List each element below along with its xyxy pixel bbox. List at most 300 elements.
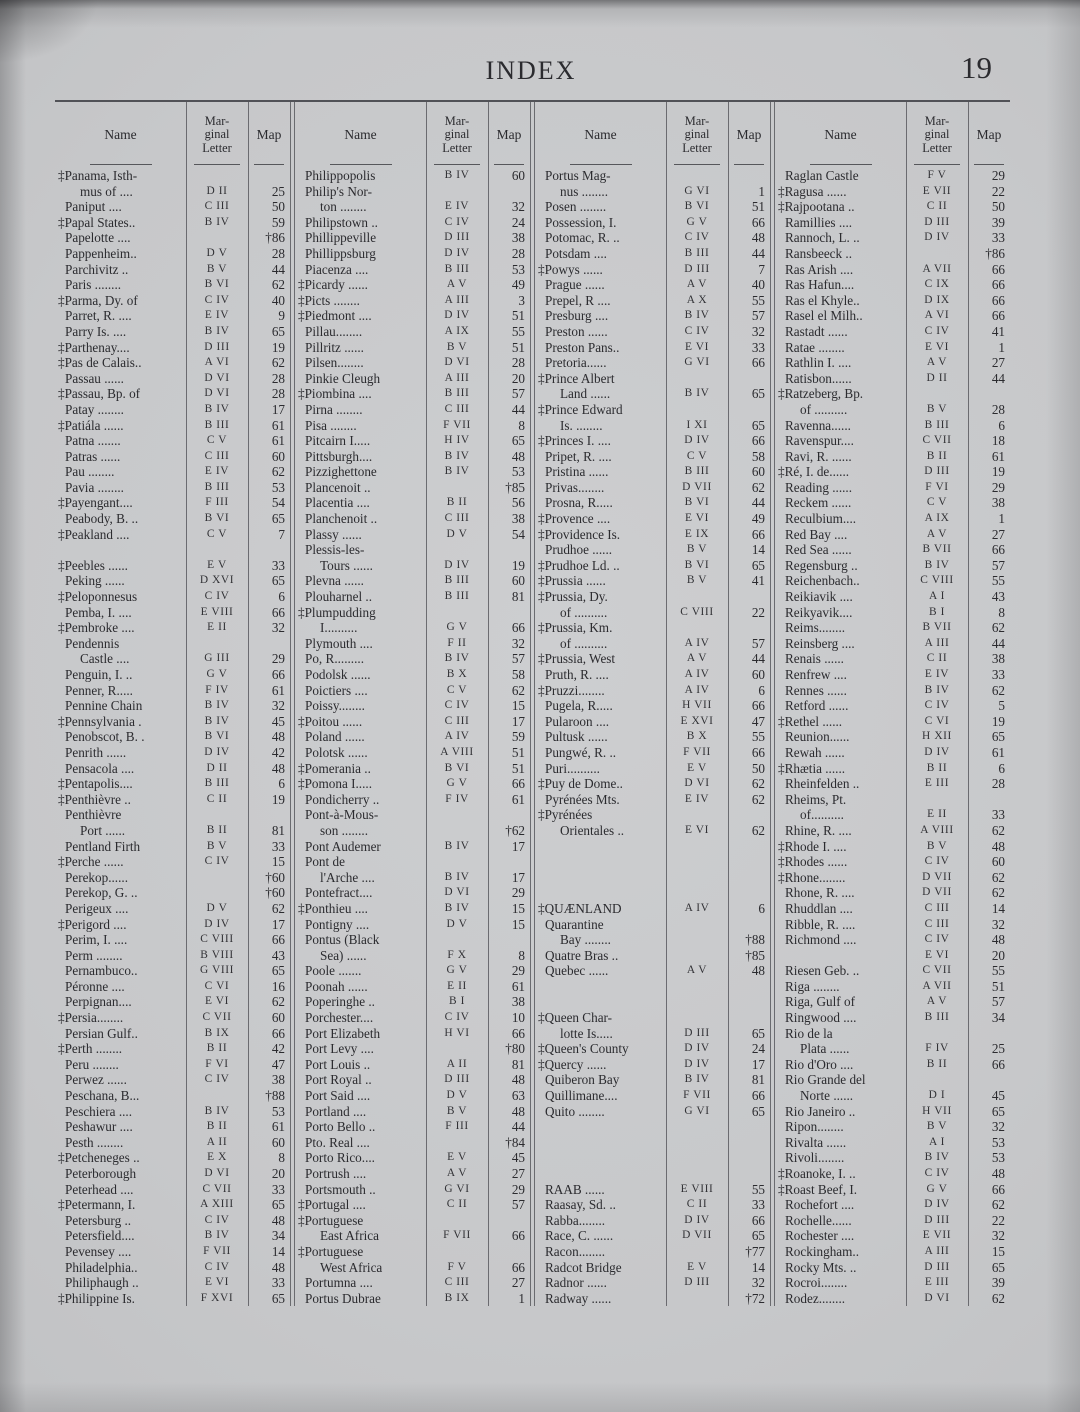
index-entry-row [775, 620, 1010, 636]
entry-map-number: 60 [511, 573, 525, 589]
entry-name: nus ........ [560, 183, 608, 199]
entry-name: Parchivitz .. [65, 261, 129, 277]
entry-name: Red Bay .... [785, 526, 848, 542]
entry-marginal-letter: F VII [683, 745, 711, 758]
index-entry-row [775, 386, 1010, 402]
entry-name: Renfrew .... [785, 667, 847, 682]
index-entry-row [55, 215, 290, 231]
index-entry-row [55, 667, 290, 683]
index-entry-row [295, 418, 530, 434]
entry-marginal-letter: B III [204, 480, 230, 493]
index-entry-row [775, 418, 1010, 434]
entry-marginal-letter: B V [446, 1104, 468, 1117]
entry-name: Rastadt ...... [785, 323, 848, 339]
index-entry-row [775, 823, 1010, 839]
entry-marginal-letter: D VII [682, 480, 712, 493]
entry-map-number: 48 [271, 1212, 285, 1228]
entry-map-number: 81 [511, 1056, 525, 1072]
entry-name: of .......... [560, 635, 608, 651]
entry-marginal-letter: D IV [684, 1042, 710, 1055]
entry-marginal-letter: C V [446, 683, 468, 696]
entry-name: Ringwood .... [785, 1010, 857, 1026]
entry-name: Peshawur .... [65, 1119, 133, 1135]
index-entry-row [295, 1041, 530, 1057]
entry-map-number: 27 [511, 1166, 525, 1181]
index-entry-row [55, 230, 290, 246]
entry-name: Quito ........ [545, 1103, 605, 1119]
entry-marginal-letter: E VI [684, 823, 710, 836]
entry-marginal-letter: A X [686, 293, 708, 306]
index-entry-row [295, 745, 530, 761]
entry-map-number: 1 [518, 1290, 525, 1306]
entry-map-number: 60 [271, 1134, 285, 1150]
column-header-name: Name [295, 102, 426, 168]
entry-name: Pemba, I. .... [65, 604, 132, 620]
entry-map-number: 32 [511, 635, 525, 651]
entry-map-number [248, 636, 290, 652]
entry-map-number: 62 [991, 822, 1005, 838]
entry-marginal-letter [906, 386, 968, 402]
entry-map-number: 6 [758, 682, 765, 698]
index-entry-row [55, 433, 290, 449]
index-entry-row [55, 573, 290, 589]
entry-name: Ravenspur.... [785, 433, 854, 449]
entry-name: ‡Rajpootana .. [778, 199, 855, 215]
entry-name: ‡Prussia, West [538, 651, 616, 667]
entry-name: ‡Prussia ...... [538, 573, 606, 589]
entry-map-number: 34 [271, 1228, 285, 1244]
entry-map-number: 33 [271, 557, 285, 573]
index-entry-row [535, 246, 770, 262]
entry-map-number: 18 [991, 433, 1005, 449]
index-entry-row [775, 542, 1010, 558]
entry-map-number: 20 [991, 947, 1005, 963]
index-entry-row [295, 355, 530, 371]
entry-map-number: 33 [991, 230, 1005, 246]
entry-name: Orientales .. [560, 822, 625, 838]
entry-map-number: 62 [991, 885, 1005, 901]
entry-map-number: 65 [751, 1025, 765, 1041]
index-entry-row [55, 511, 290, 527]
column-gap [535, 839, 770, 901]
index-entry-row [295, 1057, 530, 1073]
entry-marginal-letter [666, 807, 728, 823]
index-entry-row [775, 683, 1010, 699]
entry-marginal-letter: B IV [684, 387, 710, 400]
entry-map-number: 38 [991, 651, 1005, 667]
entry-name: Portrush .... [305, 1166, 367, 1181]
entry-map-number: †60 [265, 869, 285, 885]
entry-map-number: 48 [271, 729, 285, 745]
entry-map-number: 62 [271, 900, 285, 916]
entry-map-number [488, 605, 530, 621]
entry-name: Parry Is. .... [65, 323, 127, 339]
entry-marginal-letter: F VII [443, 418, 471, 431]
index-entry-row [55, 1228, 290, 1244]
column-header-map: Map [488, 102, 530, 168]
entry-marginal-letter: E IX [684, 527, 710, 540]
entry-map-number: 66 [751, 1212, 765, 1228]
entry-marginal-letter: A III [444, 293, 470, 306]
index-entry-row [775, 1010, 1010, 1026]
entry-name: Peterborough [65, 1166, 137, 1181]
entry-map-number: 59 [511, 729, 525, 745]
entry-name: Plessis-les- [305, 542, 365, 558]
entry-map-number: †85 [745, 947, 765, 963]
entry-map-number: 28 [991, 776, 1005, 792]
entry-name: Rheinfelden .. [785, 776, 860, 792]
entry-name: Reichenbach.. [785, 573, 860, 589]
index-entry-row [775, 698, 1010, 714]
entry-marginal-letter: F IV [205, 683, 229, 696]
entry-map-number: 48 [511, 1103, 525, 1119]
entry-name: Pinkie Cleugh [305, 370, 381, 386]
entry-name: mus of .... [80, 183, 133, 199]
entry-marginal-letter: I XI [686, 418, 708, 431]
index-entry-row [775, 1135, 1010, 1151]
entry-marginal-letter [666, 932, 728, 948]
index-entry-row [295, 1166, 530, 1182]
column-header-name: Name [55, 102, 186, 168]
index-entry-row [55, 683, 290, 699]
index-entry-row [55, 1026, 290, 1042]
entry-marginal-letter: E IV [444, 200, 470, 213]
entry-name: Rockingham.. [785, 1243, 859, 1259]
entry-map-number: 62 [991, 1290, 1005, 1306]
index-entry-row [535, 573, 770, 589]
entry-name: Pennine Chain [65, 698, 143, 714]
column-header-marginal-line: ginal [684, 127, 710, 142]
entry-map-number: 17 [271, 916, 285, 932]
index-entry-row [55, 293, 290, 309]
entry-map-number: 53 [991, 1134, 1005, 1150]
index-entry-row [775, 495, 1010, 511]
entry-name: ‡Puy de Dome.. [538, 776, 623, 792]
entry-map-number: 15 [991, 1243, 1005, 1259]
entry-marginal-letter: C II [926, 652, 948, 665]
entry-name: ‡Pembroke .... [58, 620, 135, 636]
index-entry-row [775, 870, 1010, 886]
entry-marginal-letter: E VI [204, 1276, 230, 1289]
entry-marginal-letter: E VI [924, 340, 950, 353]
entry-marginal-letter: D VI [444, 886, 470, 899]
index-entry-row [535, 449, 770, 465]
index-entry-row [55, 340, 290, 356]
index-entry-row [295, 527, 530, 543]
entry-marginal-letter: E XVI [680, 714, 714, 727]
column-divider [488, 102, 489, 1306]
entry-marginal-letter: E V [687, 1260, 707, 1273]
index-entry-row [775, 1291, 1010, 1307]
entry-name: Prepel, R .... [545, 292, 611, 308]
entry-map-number: 47 [751, 713, 765, 729]
index-entry-row [55, 371, 290, 387]
entry-marginal-letter: C V [686, 449, 708, 462]
entry-marginal-letter: B III [204, 777, 230, 790]
entry-name: ‡Perche ...... [58, 854, 124, 870]
entry-map-number: 62 [271, 464, 285, 480]
entry-map-number: 53 [511, 261, 525, 277]
entry-map-number [968, 1072, 1010, 1088]
entry-name: Raasay, Sd. .. [545, 1197, 616, 1213]
entry-marginal-letter: B IV [924, 558, 950, 571]
entry-marginal-letter: A IV [444, 730, 470, 743]
entry-marginal-letter: D XVI [199, 574, 235, 587]
column-header-marginal-line: ginal [204, 127, 230, 142]
column-header-marginal-line: Mar- [684, 113, 710, 128]
entry-marginal-letter: C IV [924, 855, 950, 868]
index-entry-row [535, 963, 770, 979]
entry-map-number: 3 [518, 292, 525, 308]
index-entry-row [295, 371, 530, 387]
entry-marginal-letter: C V [206, 527, 228, 540]
entry-name: Preston Pans.. [545, 339, 620, 355]
entry-map-number: 8 [518, 417, 525, 433]
entry-map-number: 53 [991, 1150, 1005, 1166]
index-entry-row [55, 1072, 290, 1088]
entry-map-number: 32 [751, 323, 765, 339]
entry-marginal-letter: B III [204, 418, 230, 431]
column-divider [186, 102, 187, 1306]
entry-marginal-letter [426, 480, 488, 496]
entry-map-number: 54 [271, 495, 285, 511]
index-entry-row [55, 246, 290, 262]
entry-name: Phillippsburg [305, 245, 376, 261]
index-entry-row [775, 745, 1010, 761]
entry-name: Pentland Firth [65, 838, 141, 854]
entry-name: Pungwé, R. .. [545, 744, 617, 760]
index-entry-row [535, 230, 770, 246]
index-entry-row [295, 1275, 530, 1291]
entry-marginal-letter: C VII [202, 1182, 232, 1195]
entry-name: Rivalta ...... [785, 1134, 847, 1150]
index-entry-row [775, 1104, 1010, 1120]
index-entry-row [295, 823, 530, 839]
entry-map-number: 61 [271, 433, 285, 449]
entry-name: Poissy........ [305, 698, 365, 714]
index-entry-row [775, 1228, 1010, 1244]
index-entry-row [535, 480, 770, 496]
entry-map-number: 65 [991, 1259, 1005, 1275]
index-entry-row [295, 1088, 530, 1104]
index-entry-row [55, 885, 290, 901]
entry-map-number: 66 [511, 1259, 525, 1275]
entry-map-number: 66 [991, 1056, 1005, 1072]
entry-map-number: 39 [991, 1275, 1005, 1291]
entry-map-number: †72 [745, 1290, 765, 1306]
entry-marginal-letter: G VI [444, 1182, 470, 1195]
entry-name: RAAB ...... [545, 1181, 605, 1197]
entry-marginal-letter: E II [447, 979, 467, 992]
entry-map-number: 17 [271, 401, 285, 417]
entry-name: Rodez........ [785, 1290, 846, 1306]
entry-map-number: 33 [271, 838, 285, 854]
entry-name: Perim, I. .... [65, 932, 128, 948]
entry-name: Pilsen........ [305, 355, 364, 371]
entry-name: Pripet, R. .... [545, 448, 612, 464]
index-entry-row [55, 1119, 290, 1135]
entry-marginal-letter: B III [684, 465, 710, 478]
entry-marginal-letter: C III [204, 449, 230, 462]
entry-name: ‡Patiála ...... [58, 417, 124, 433]
index-entry-row [535, 386, 770, 402]
index-entry-row [55, 1057, 290, 1073]
index-entry-row [55, 1197, 290, 1213]
index-column [535, 102, 770, 1306]
entry-name: ‡Pomerania .. [298, 760, 371, 776]
index-entry-row [775, 371, 1010, 387]
entry-marginal-letter: D III [924, 1260, 950, 1273]
entry-marginal-letter [426, 542, 488, 558]
entry-map-number: 17 [751, 1056, 765, 1072]
index-entry-row [535, 901, 770, 917]
entry-name: Reikiavik .... [785, 589, 853, 605]
index-entry-row [775, 839, 1010, 855]
entry-marginal-letter: A V [686, 652, 708, 665]
entry-map-number: 45 [511, 1150, 525, 1166]
entry-map-number: †77 [745, 1244, 765, 1259]
index-entry-row [535, 1072, 770, 1088]
index-entry-row [295, 433, 530, 449]
index-entry-row [295, 1150, 530, 1166]
entry-name: Persian Gulf.. [65, 1025, 138, 1041]
entry-marginal-letter [186, 885, 248, 901]
entry-map-number: 33 [271, 1181, 285, 1197]
entry-marginal-letter: D VI [204, 387, 230, 400]
entry-map-number: 60 [751, 464, 765, 480]
index-entry-row [775, 1026, 1010, 1042]
entry-name: Pugela, R..... [545, 698, 613, 714]
index-entry-row [775, 246, 1010, 262]
entry-map-number: 60 [751, 667, 765, 682]
entry-marginal-letter: D VI [204, 371, 230, 384]
index-entry-row [775, 433, 1010, 449]
index-entry-row [535, 1275, 770, 1291]
entry-marginal-letter: B V [926, 1120, 948, 1133]
entry-map-number [488, 932, 530, 948]
entry-marginal-letter [666, 589, 728, 605]
entry-map-number: 32 [991, 1119, 1005, 1135]
entry-marginal-letter: B V [686, 543, 708, 556]
entry-map-number: 50 [271, 199, 285, 215]
entry-map-number [248, 807, 290, 823]
entry-marginal-letter: D II [206, 184, 228, 197]
entry-name: Pesth ........ [65, 1134, 124, 1150]
index-entry-row [55, 184, 290, 200]
index-entry-row [775, 573, 1010, 589]
entry-name: Penobscot, B. . [65, 729, 145, 745]
index-entry-row [295, 729, 530, 745]
entry-name: ton ........ [320, 199, 367, 215]
entry-map-number: 62 [511, 682, 525, 698]
entry-name: Rio d'Oro .... [785, 1056, 854, 1072]
entry-marginal-letter: C III [444, 1276, 470, 1289]
entry-marginal-letter: C III [924, 917, 950, 930]
index-entry-row [55, 948, 290, 964]
entry-marginal-letter [186, 168, 248, 184]
entry-marginal-letter: G V [446, 964, 468, 977]
entry-name: ‡Pennsylvania . [58, 713, 142, 729]
entry-marginal-letter: B IV [204, 1104, 230, 1117]
entry-marginal-letter: C IV [444, 215, 470, 228]
entry-map-number: 57 [751, 635, 765, 651]
entry-marginal-letter: G V [446, 777, 468, 790]
entry-name: ‡Providence Is. [538, 526, 621, 542]
entry-name: of.......... [800, 807, 844, 823]
entry-marginal-letter: C VIII [680, 605, 714, 618]
entry-name: Porchester.... [305, 1010, 374, 1026]
entry-map-number: 40 [271, 292, 285, 308]
index-entry-row [775, 480, 1010, 496]
index-entry-row [55, 1275, 290, 1291]
entry-name: Plancenoit .. [305, 479, 371, 495]
entry-map-number: 1 [998, 511, 1005, 527]
entry-map-number: 19 [991, 713, 1005, 729]
entry-map-number: 32 [751, 1275, 765, 1291]
entry-name: Philiphaugh .. [65, 1275, 139, 1291]
entry-marginal-letter [426, 1135, 488, 1151]
index-entry-row [775, 527, 1010, 543]
entry-map-number: 15 [511, 916, 525, 932]
index-entry-row [55, 1291, 290, 1307]
entry-map-number: 24 [751, 1041, 765, 1057]
index-entry-row [55, 823, 290, 839]
entry-name: Pevensey .... [65, 1243, 132, 1259]
entry-map-number: 16 [271, 978, 285, 994]
index-entry-row [55, 807, 290, 823]
entry-marginal-letter: C III [444, 714, 470, 727]
entry-name: Rocroi........ [785, 1275, 848, 1291]
entry-map-number: 62 [991, 682, 1005, 698]
entry-name: Rannoch, L. .. [785, 230, 860, 246]
entry-map-number: 38 [271, 1072, 285, 1088]
entry-marginal-letter: D III [684, 262, 710, 275]
index-entry-row [295, 168, 530, 184]
entry-name: ‡Poitou ...... [298, 713, 363, 729]
index-entry-row [775, 558, 1010, 574]
entry-name: Rocky Mts. .. [785, 1259, 857, 1275]
entry-map-number: 62 [991, 869, 1005, 885]
entry-name: ‡Queen Char- [538, 1010, 613, 1026]
entry-name: Ramillies .... [785, 214, 853, 230]
entry-marginal-letter: D III [444, 231, 470, 244]
entry-name: Perekop...... [65, 869, 128, 885]
column-header-row [295, 102, 530, 168]
index-entry-row [775, 776, 1010, 792]
entry-marginal-letter: A XIII [200, 1198, 234, 1211]
entry-name: Reikyavik.... [785, 604, 853, 620]
entry-map-number: 65 [751, 557, 765, 573]
index-entry-row [535, 620, 770, 636]
entry-name: Philipstown .. [305, 214, 378, 230]
index-entry-row [55, 480, 290, 496]
entry-marginal-letter: B II [926, 1057, 948, 1070]
index-entry-row [535, 948, 770, 964]
entry-map-number: 58 [511, 667, 525, 682]
column-divider [728, 102, 729, 1306]
entry-marginal-letter: A V [926, 995, 948, 1008]
entry-map-number: 51 [511, 760, 525, 776]
index-entry-row [775, 714, 1010, 730]
column-header-row [535, 102, 770, 168]
entry-marginal-letter: A VI [924, 309, 950, 322]
entry-map-number: 66 [271, 932, 285, 948]
entry-name: Parret, R. .... [65, 308, 132, 324]
index-entry-row [295, 901, 530, 917]
index-entry-row [55, 745, 290, 761]
entry-name: Pendennis [65, 635, 120, 651]
entry-map-number: 28 [511, 245, 525, 261]
